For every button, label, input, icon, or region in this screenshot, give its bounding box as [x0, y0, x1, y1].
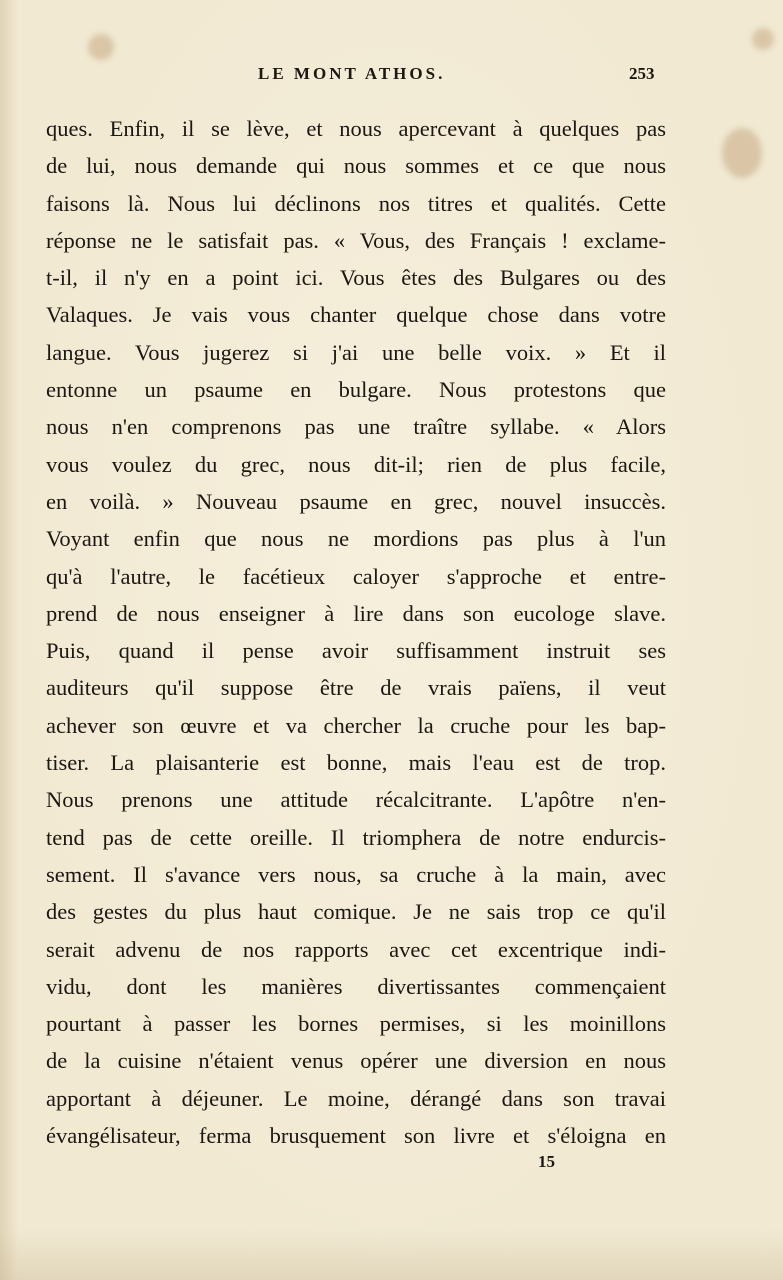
page-number: 253	[629, 64, 655, 83]
text-line: qu'à l'autre, le facétieux caloyer s'approche et entre-	[46, 563, 666, 589]
text-line: serait advenu de nos rapports avec cet excentrique indi-	[46, 936, 666, 962]
text-line: prend de nous enseigner à lire dans son eucologe slave.	[46, 600, 666, 626]
page-header	[0, 64, 783, 88]
text-line: entonne un psaume en bulgare. Nous protestons que	[46, 377, 666, 403]
text-line: achever son œuvre et va chercher la cruche pour les bap-	[46, 712, 666, 738]
text-line: de la cuisine n'étaient venus opérer une diversion en nous	[46, 1048, 666, 1074]
text-line: tiser. La plaisanterie est bonne, mais l'eau est de trop.	[46, 750, 666, 776]
text-line: Valaques. Je vais vous chanter quelque chose dans votre	[46, 302, 666, 328]
foxing-stain	[722, 128, 762, 178]
body-text	[46, 110, 666, 1154]
text-line: de lui, nous demande qui nous sommes et ce que nous	[46, 153, 666, 179]
text-line: faisons là. Nous lui déclinons nos titres et qualités. Cette	[46, 190, 666, 216]
text-line: t-il, il n'y en a point ici. Vous êtes des Bulgares ou des	[46, 265, 666, 291]
text-line: vous voulez du grec, nous dit-il; rien de plus facile,	[46, 451, 666, 477]
text-line: évangélisateur, ferma brusquement son livre et s'éloigna en	[46, 1123, 666, 1149]
text-line: en voilà. » Nouveau psaume en grec, nouvel insuccès.	[46, 488, 666, 514]
text-line: ques. Enfin, il se lève, et nous apercevant à quelques pas	[46, 116, 666, 141]
text-line: langue. Vous jugerez si j'ai une belle voix. » Et il	[46, 339, 666, 365]
text-line: sement. Il s'avance vers nous, sa cruche à la main, avec	[46, 861, 666, 887]
text-line: vidu, dont les manières divertissantes commençaient	[46, 973, 666, 999]
text-line: tend pas de cette oreille. Il triomphera de notre endurcis-	[46, 824, 666, 850]
text-line: réponse ne le satisfait pas. « Vous, des Français ! exclame-	[46, 227, 666, 253]
running-title: LE MONT ATHOS.	[258, 64, 446, 83]
text-line: auditeurs qu'il suppose être de vrais païens, il veut	[46, 675, 666, 701]
text-line: des gestes du plus haut comique. Je ne sais trop ce qu'il	[46, 899, 666, 925]
text-line: Puis, quand il pense avoir suffisamment instruit ses	[46, 638, 666, 664]
foxing-stain	[752, 28, 774, 50]
text-line: apportant à déjeuner. Le moine, dérangé dans son travai	[46, 1085, 666, 1111]
foxing-stain	[88, 34, 114, 60]
text-line: Voyant enfin que nous ne mordions pas plus à l'un	[46, 526, 666, 552]
signature-mark: 15	[538, 1152, 555, 1171]
text-line: Nous prenons une attitude récalcitrante. L'apôtre n'en-	[46, 787, 666, 813]
text-line: nous n'en comprenons pas une traître syllabe. « Alors	[46, 414, 666, 440]
text-line: pourtant à passer les bornes permises, si les moinillons	[46, 1011, 666, 1037]
